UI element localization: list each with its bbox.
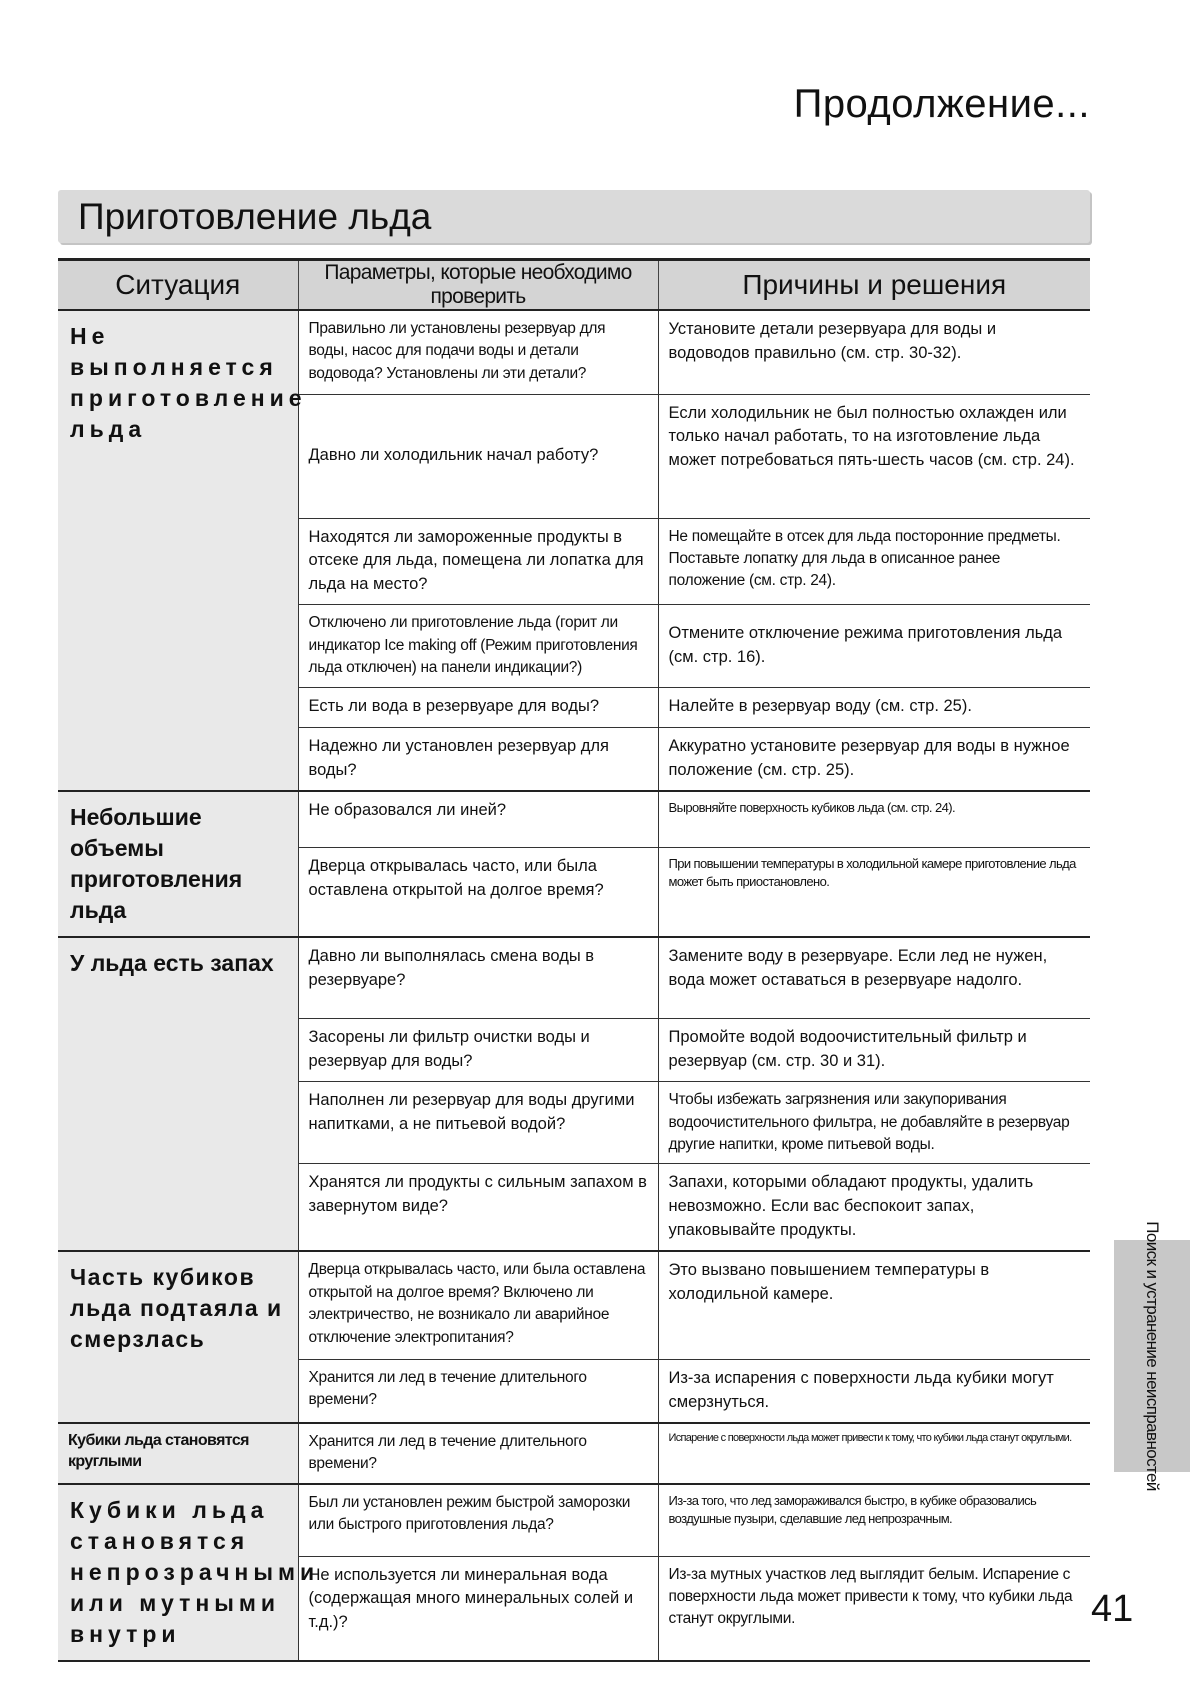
solution-cell: Промойте водой водоочистительный фильтр и резервуар (см. стр. 30 и 31). bbox=[658, 1019, 1090, 1082]
check-cell: Наполнен ли резервуар для воды другими напитками, а не питьевой водой? bbox=[298, 1082, 658, 1164]
check-cell: Надежно ли установлен резервуар для воды? bbox=[298, 727, 658, 790]
page-number: 41 bbox=[1091, 1588, 1134, 1630]
solution-cell: Из-за мутных участков лед выглядит белым. Испарение с поверхности льда может привести к тому, что кубики льда станут округлыми. bbox=[658, 1556, 1090, 1661]
table-row bbox=[58, 310, 1090, 394]
check-cell: Дверца открывалась часто, или была оставлена открытой на долгое время? bbox=[298, 847, 658, 937]
troubleshooting-table bbox=[58, 258, 1090, 1662]
solution-cell: Отмените отключение режима приготовления льда (см. стр. 16). bbox=[658, 605, 1090, 687]
solution-cell: Установите детали резервуара для воды и водоводов правильно (см. стр. 30-32). bbox=[658, 310, 1090, 394]
situation-cell: Кубики льда становятся непрозрачными или мутными внутри bbox=[58, 1484, 298, 1661]
solution-cell: Из-за того, что лед замораживался быстро, в кубике образовались воздушные пузыри, сделавшие лед непрозрачным. bbox=[658, 1484, 1090, 1557]
solution-cell: Из-за испарения с поверхности льда кубики могут смерзнуться. bbox=[658, 1359, 1090, 1422]
solution-cell: Замените воду в резервуаре. Если лед не нужен, вода может оставаться в резервуаре надолго. bbox=[658, 937, 1090, 1019]
section-header-band bbox=[58, 190, 1090, 243]
table-row bbox=[58, 937, 1090, 1019]
check-cell: Находятся ли замороженные продукты в отсеке для льда, помещена ли лопатка для льда на место? bbox=[298, 518, 658, 605]
check-cell: Не образовался ли иней? bbox=[298, 791, 658, 848]
check-cell: Давно ли холодильник начал работу? bbox=[298, 394, 658, 518]
column-header-solutions: Причины и решения bbox=[658, 260, 1090, 311]
solution-cell: Чтобы избежать загрязнения или закупоривания водоочистительного фильтра, не добавляйте в резервуар другие напитки, кроме питьевой воды. bbox=[658, 1082, 1090, 1164]
solution-cell: Испарение с поверхности льда может привести к тому, что кубики льда станут округлыми. bbox=[658, 1423, 1090, 1484]
situation-cell: Часть кубиков льда подтаяла и смерзлась bbox=[58, 1251, 298, 1422]
situation-cell: Кубики льда становятся круглыми bbox=[58, 1423, 298, 1484]
solution-cell: Это вызвано повышением температуры в холодильной камере. bbox=[658, 1251, 1090, 1359]
check-cell: Засорены ли фильтр очистки воды и резервуар для воды? bbox=[298, 1019, 658, 1082]
solution-cell: При повышении температуры в холодильной камере приготовление льда может быть приостановлено. bbox=[658, 847, 1090, 937]
check-cell: Отключено ли приготовление льда (горит ли индикатор Ice making off (Режим приготовления льда отключен) на панели индикации?) bbox=[298, 605, 658, 687]
table-row bbox=[58, 791, 1090, 848]
solution-cell: Не помещайте в отсек для льда посторонние предметы. Поставьте лопатку для льда в описанное ранее положение (см. стр. 24). bbox=[658, 518, 1090, 605]
situation-cell: У льда есть запах bbox=[58, 937, 298, 1252]
check-cell: Не используется ли минеральная вода (содержащая много минеральных солей и т.д.)? bbox=[298, 1556, 658, 1661]
check-cell: Правильно ли установлены резервуар для воды, насос для подачи воды и детали водовода? Установлены ли эти детали? bbox=[298, 310, 658, 394]
solution-cell: Выровняйте поверхность кубиков льда (см. стр. 24). bbox=[658, 791, 1090, 848]
check-cell: Хранится ли лед в течение длительного времени? bbox=[298, 1359, 658, 1422]
chapter-side-tab-label: Поиск и устранение неисправностей bbox=[1143, 1221, 1162, 1491]
situation-cell: Небольшие объемы приготовления льда bbox=[58, 791, 298, 937]
situation-cell: Не выполняется приготовление льда bbox=[58, 310, 298, 791]
check-cell: Хранится ли лед в течение длительного времени? bbox=[298, 1423, 658, 1484]
continuation-heading: Продолжение... bbox=[793, 82, 1090, 126]
solution-cell: Налейте в резервуар воду (см. стр. 25). bbox=[658, 687, 1090, 727]
check-cell: Хранятся ли продукты с сильным запахом в завернутом виде? bbox=[298, 1164, 658, 1251]
table-header-row bbox=[58, 260, 1090, 311]
column-header-checks: Параметры, которые необходимо проверить bbox=[298, 260, 658, 311]
table-row bbox=[58, 1484, 1090, 1557]
check-cell: Давно ли выполнялась смена воды в резервуаре? bbox=[298, 937, 658, 1019]
check-cell: Дверца открывалась часто, или была оставлена открытой на долгое время? Включено ли электричество, не возникало ли аварийное отключение электропитания? bbox=[298, 1251, 658, 1359]
check-cell: Был ли установлен режим быстрой заморозки или быстрого приготовления льда? bbox=[298, 1484, 658, 1557]
solution-cell: Аккуратно установите резервуар для воды в нужное положение (см. стр. 25). bbox=[658, 727, 1090, 790]
table-row bbox=[58, 1423, 1090, 1484]
check-cell: Есть ли вода в резервуаре для воды? bbox=[298, 687, 658, 727]
table-row bbox=[58, 1251, 1090, 1359]
column-header-situation: Ситуация bbox=[58, 260, 298, 311]
solution-cell: Если холодильник не был полностью охлажден или только начал работать, то на изготовление льда может потребоваться пять-шесть часов (см. стр. 24). bbox=[658, 394, 1090, 518]
section-title: Приготовление льда bbox=[78, 196, 432, 237]
chapter-side-tab bbox=[1114, 1221, 1190, 1491]
solution-cell: Запахи, которыми обладают продукты, удалить невозможно. Если вас беспокоит запах, упаковывайте продукты. bbox=[658, 1164, 1090, 1251]
